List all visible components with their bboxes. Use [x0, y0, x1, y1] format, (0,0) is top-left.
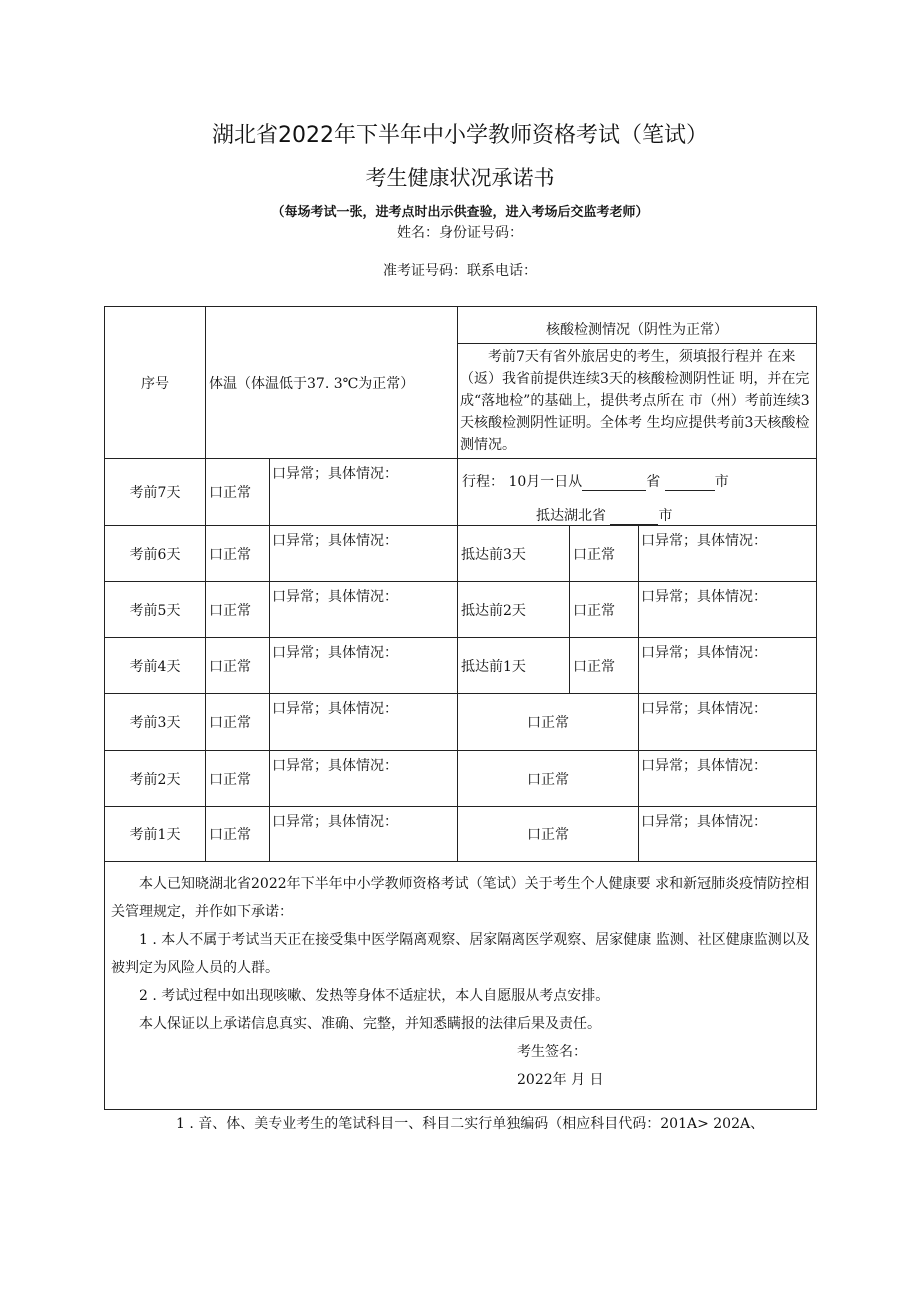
signature-field[interactable]: 考生签名： — [517, 1044, 587, 1060]
row-label: 考前5天 — [105, 582, 206, 638]
nucleic-abnormal-checkbox[interactable]: 口异常；具体情况： — [639, 751, 817, 807]
temp-normal-checkbox[interactable]: 口正常 — [206, 807, 270, 862]
temp-normal-checkbox[interactable]: 口正常 — [206, 751, 270, 807]
nucleic-abnormal-checkbox[interactable]: 口异常；具体情况： — [639, 582, 817, 638]
temp-abnormal-checkbox[interactable]: 口异常；具体情况： — [270, 694, 458, 751]
nucleic-normal-checkbox[interactable]: 口正常 — [458, 807, 639, 862]
row-label: 考前3天 — [105, 694, 206, 751]
pledge-item-1: 1 . 本人不属于考试当天正在接受集中医学隔离观察、居家隔离医学观察、居家健康 监测、社区健康监测以及被判定为风险人员的人群。 — [111, 932, 810, 976]
trip-province-label: 省 — [646, 474, 661, 490]
trip-date-blank[interactable] — [582, 474, 646, 491]
pledge-guarantee: 本人保证以上承诺信息真实、准确、完整，并知悉瞒报的法律后果及责任。 — [139, 1016, 601, 1032]
table-row — [105, 751, 817, 807]
nucleic-abnormal-checkbox[interactable]: 口异常；具体情况： — [639, 807, 817, 862]
trip-city-label: 市 — [714, 474, 729, 490]
page-subtitle: 考生健康状况承诺书 — [365, 166, 555, 190]
temp-abnormal-checkbox[interactable]: 口异常；具体情况： — [270, 526, 458, 582]
nucleic-normal-checkbox[interactable]: 口正常 — [458, 751, 639, 807]
footnote: 1 . 音、体、美专业考生的笔试科目一、科目二实行单独编码（相应科目代码：201A> 202A、 — [176, 1116, 765, 1132]
table-row — [105, 459, 817, 526]
temp-abnormal-checkbox[interactable]: 口异常；具体情况： — [270, 807, 458, 862]
table-row — [105, 638, 817, 694]
temp-normal-checkbox[interactable]: 口正常 — [206, 638, 270, 694]
row-label: 考前1天 — [105, 807, 206, 862]
arrive-city-label: 市 — [658, 508, 673, 524]
health-table — [104, 306, 817, 1110]
row-label: 考前6天 — [105, 526, 206, 582]
temp-abnormal-checkbox[interactable]: 口异常；具体情况： — [270, 638, 458, 694]
temp-abnormal-checkbox[interactable]: 口异常；具体情况： — [270, 582, 458, 638]
row-label: 考前4天 — [105, 638, 206, 694]
row-label: 考前7天 — [105, 459, 206, 526]
nucleic-normal-checkbox[interactable]: 口正常 — [570, 638, 639, 694]
pledge-cell — [105, 862, 817, 1110]
arrive-city-blank[interactable] — [610, 508, 658, 525]
nucleic-abnormal-checkbox[interactable]: 口异常；具体情况： — [639, 638, 817, 694]
temp-abnormal-checkbox[interactable]: 口异常；具体情况： — [270, 751, 458, 807]
name-id-line: 姓名：身份证号码： — [397, 225, 523, 241]
temp-normal-checkbox[interactable]: 口正常 — [206, 459, 270, 526]
table-row — [105, 526, 817, 582]
header-nucleic-desc: 考前7天有省外旅居史的考生，须填报行程并 在来（返）我省前提供连续3天的核酸检测阴性证 明，并在完成“落地检”的基础上，提供考点所在 市（州）考前连续3天核酸检测阴性证明。全体考 生均应提供考前3天核酸检测情况。 — [460, 349, 810, 453]
arrive-label: 抵达前2天 — [458, 582, 570, 638]
trip-city-blank[interactable] — [665, 474, 715, 491]
temp-abnormal-checkbox[interactable]: 口异常；具体情况： — [270, 459, 458, 526]
temp-normal-checkbox[interactable]: 口正常 — [206, 582, 270, 638]
table-row — [105, 582, 817, 638]
nucleic-normal-checkbox[interactable]: 口正常 — [458, 694, 639, 751]
page-title: 湖北省2022年下半年中小学教师资格考试（笔试） — [212, 123, 708, 148]
usage-note: （每场考试一张，进考点时出示供查验，进入考场后交监考老师） — [271, 205, 649, 220]
header-seq: 序号 — [105, 307, 206, 459]
trip-cell — [458, 459, 817, 526]
trip-prefix: 行程： 10月一日从 — [462, 474, 583, 490]
pledge-intro: 本人已知晓湖北省2022年下半年中小学教师资格考试（笔试）关于考生个人健康要 求和新冠肺炎疫情防控相关管理规定，并作如下承诺： — [111, 876, 810, 920]
nucleic-normal-checkbox[interactable]: 口正常 — [570, 582, 639, 638]
header-nucleic-title: 核酸检测情况（阴性为正常） — [458, 307, 816, 344]
trip-arrive-label: 抵达湖北省 — [536, 508, 607, 524]
pledge-item-2: 2 . 考试过程中如出现咳嗽、发热等身体不适症状，本人自愿服从考点安排。 — [139, 988, 610, 1004]
nucleic-abnormal-checkbox[interactable]: 口异常；具体情况： — [639, 694, 817, 751]
nucleic-normal-checkbox[interactable]: 口正常 — [570, 526, 639, 582]
ticket-phone-line: 准考证号码：联系电话： — [383, 263, 537, 279]
table-row — [105, 694, 817, 751]
date-field[interactable]: 2022年 月 日 — [517, 1072, 604, 1088]
header-temp: 体温（体温低于37. 3℃为正常） — [206, 307, 458, 459]
nucleic-abnormal-checkbox[interactable]: 口异常；具体情况： — [639, 526, 817, 582]
table-header-row — [105, 307, 817, 459]
table-row — [105, 807, 817, 862]
temp-normal-checkbox[interactable]: 口正常 — [206, 526, 270, 582]
arrive-label: 抵达前1天 — [458, 638, 570, 694]
arrive-label: 抵达前3天 — [458, 526, 570, 582]
row-label: 考前2天 — [105, 751, 206, 807]
header-nucleic — [458, 307, 817, 459]
pledge-row — [105, 862, 817, 1110]
temp-normal-checkbox[interactable]: 口正常 — [206, 694, 270, 751]
